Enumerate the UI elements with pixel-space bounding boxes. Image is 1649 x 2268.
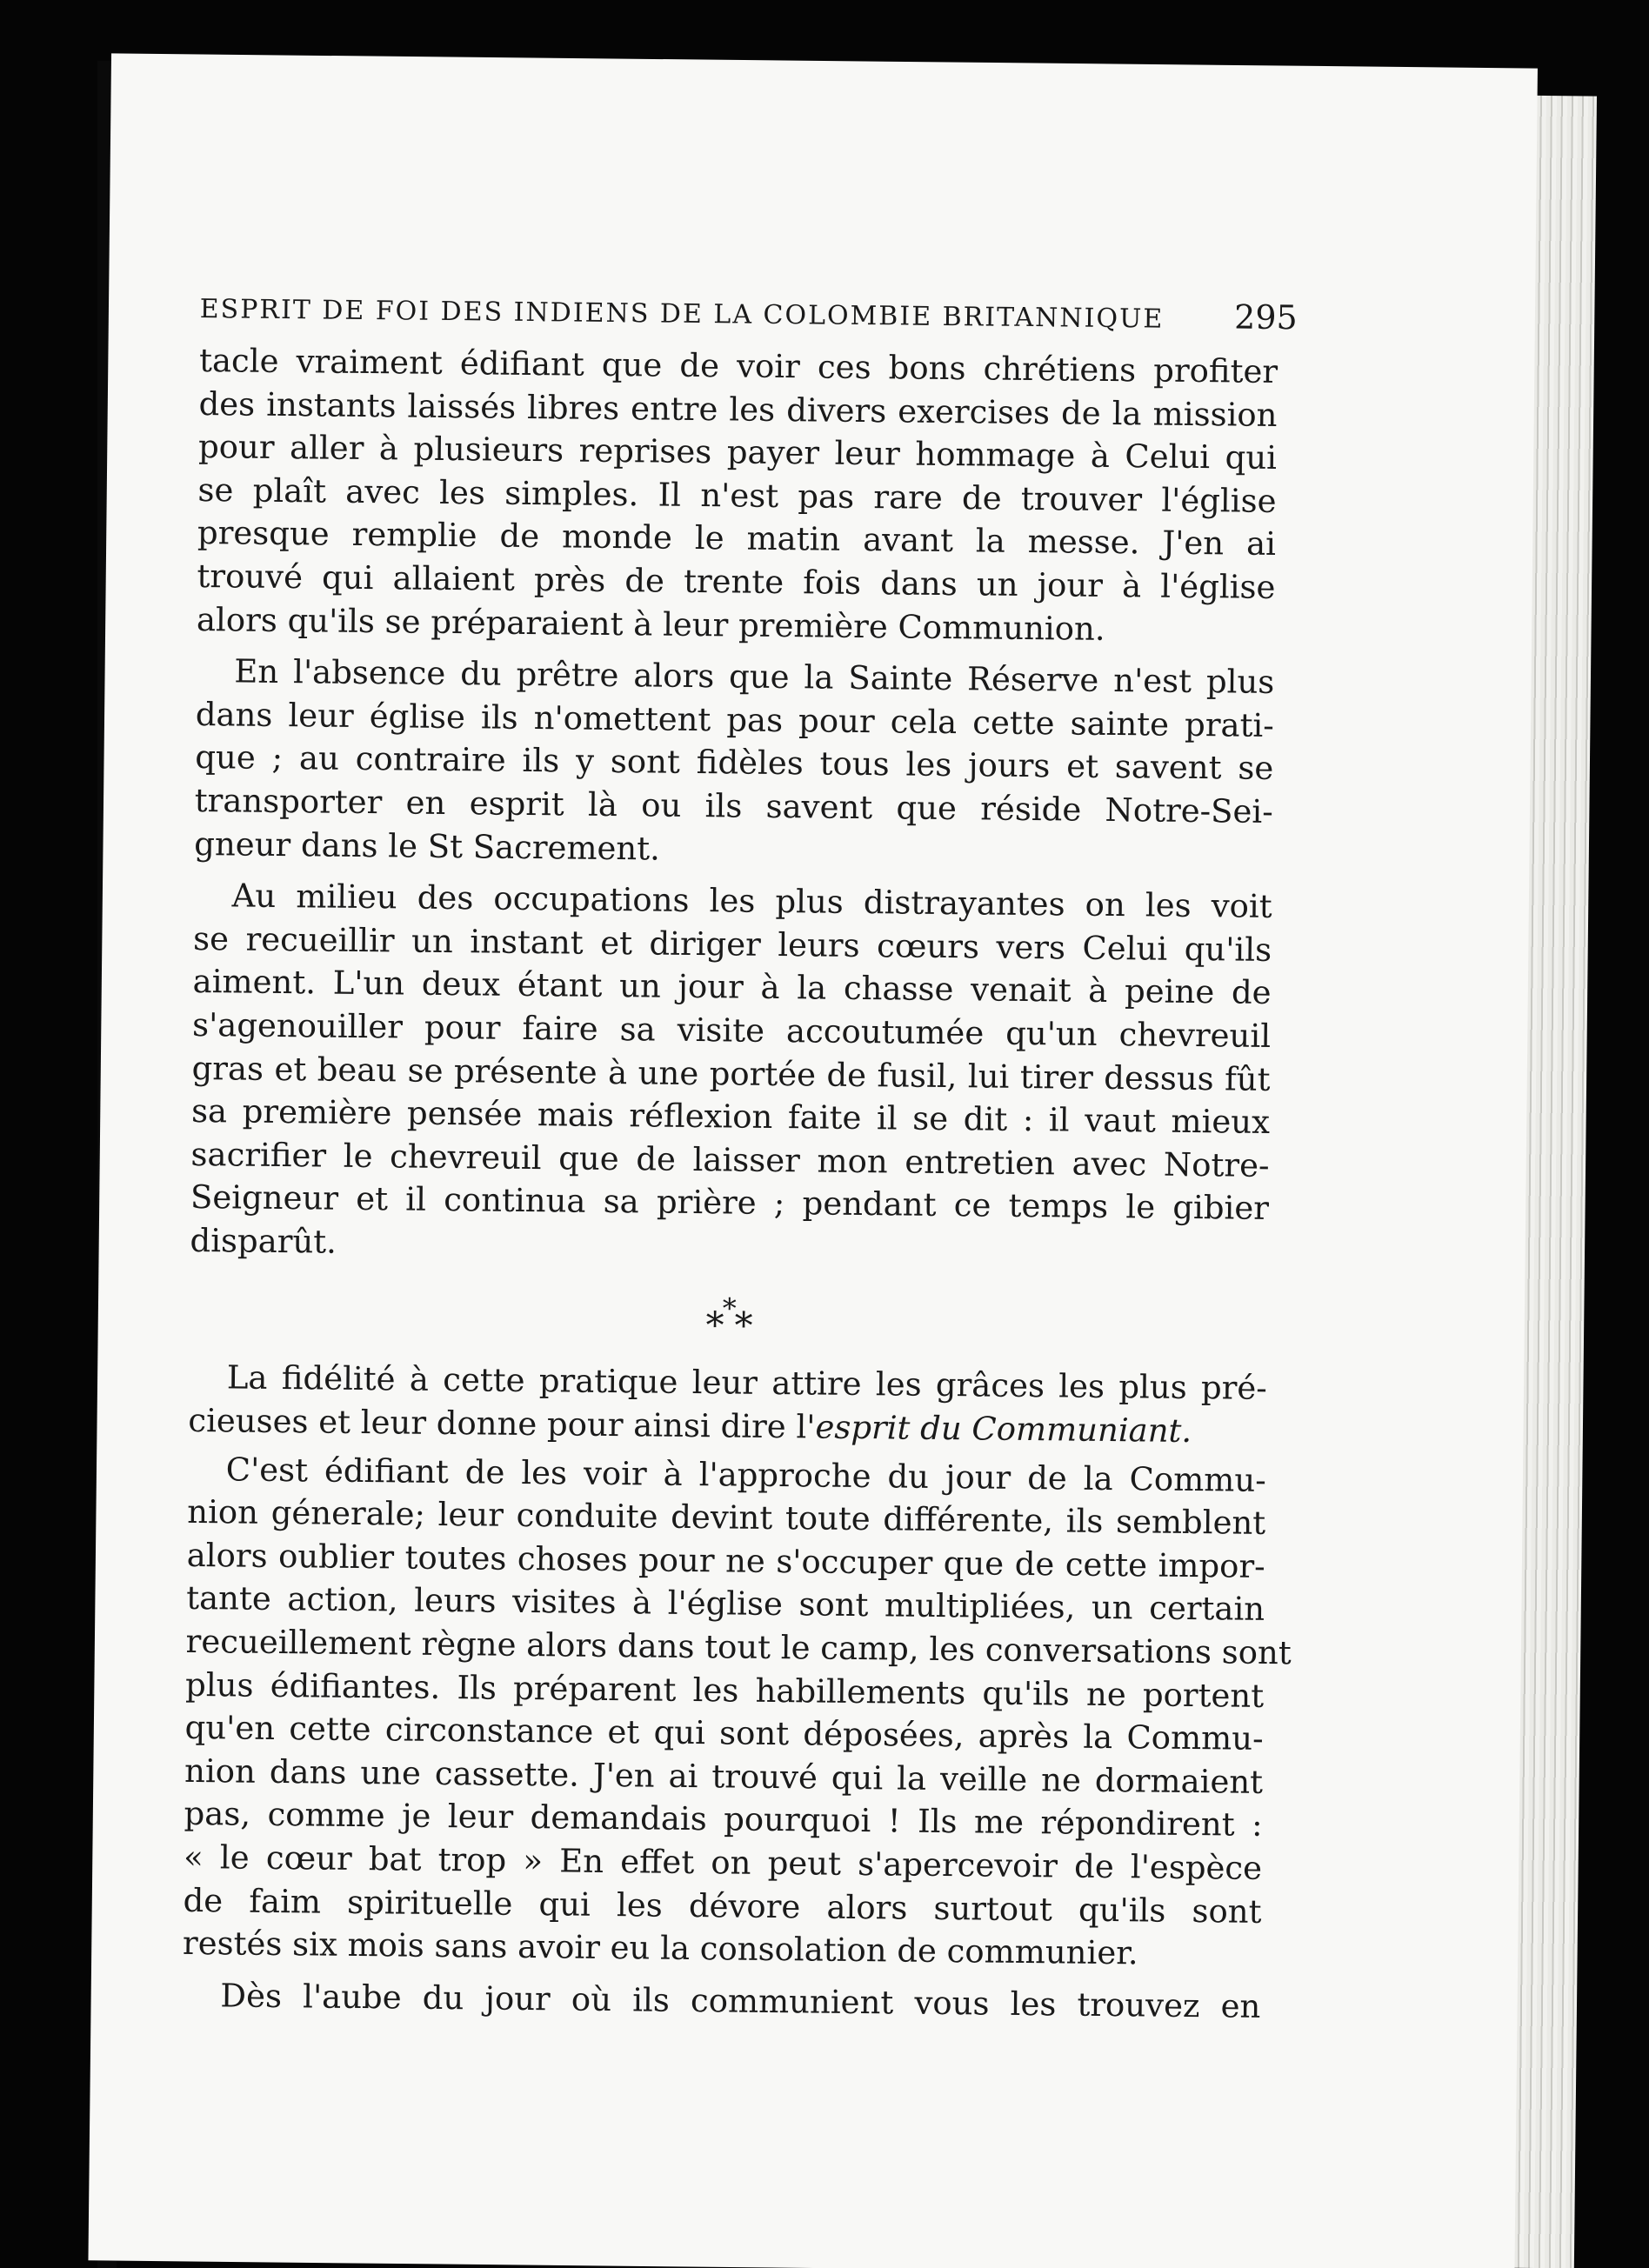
- text-line: de faim spirituelle qui les dévore alors surtout qu'ils sont: [183, 1881, 1262, 1931]
- text-line: nion dans une cassette. J'en ai trouvé qui la veille ne dormaient: [184, 1751, 1264, 1801]
- text-line: dans leur église ils n'omettent pas pour cela cette sainte prati-: [195, 695, 1275, 744]
- page-content: [182, 287, 1298, 2028]
- page-number: 295: [1233, 297, 1298, 337]
- text-line: nion génerale; leur conduite devint toute différente, ils semblent: [187, 1493, 1266, 1543]
- text-line: trouvé qui allaient près de trente fois dans un jour à l'église: [197, 557, 1276, 606]
- text-segment: cieuses et leur donne pour ainsi dire l': [188, 1401, 816, 1446]
- text-line: se plaît avec les simples. Il n'est pas rare de trouver l'église: [197, 470, 1277, 520]
- asterism-separator: [189, 1271, 1268, 1360]
- italic-phrase: esprit du Communiant.: [815, 1408, 1192, 1451]
- text-line: Dès l'aube du jour où ils communient vous les trouvez en: [220, 1977, 1261, 2025]
- text-line: des instants laissés libres entre les divers exercises de la mission: [198, 384, 1278, 434]
- text-line: tacle vraiment édifiant que de voir ces bons chrétiens profiter: [198, 341, 1278, 390]
- text-line: gneur dans le St Sacrement.: [194, 824, 661, 868]
- text-line: se recueillir un instant et diriger leurs cœurs vers Celui qu'ils: [192, 919, 1272, 969]
- text-line: plus édifiantes. Ils préparent les habillements qu'ils ne portent: [184, 1665, 1265, 1715]
- text-line: aiment. L'un deux étant un jour à la chasse venait à peine de: [192, 963, 1272, 1012]
- text-line: La fidélité à cette pratique leur attire les grâces les plus pré-: [226, 1358, 1268, 1408]
- text-line: s'agenouiller pour faire sa visite accoutumée qu'un chevreuil: [191, 1005, 1272, 1055]
- text-line: Au milieu des occupations les plus distrayantes on les voit: [231, 877, 1272, 926]
- text-line: recueillement règne alors dans tout le camp, les conversations sont: [185, 1622, 1292, 1672]
- text-line: presque remplie de monde le matin avant la messe. J'en ai: [197, 514, 1277, 564]
- text-line: qu'en cette circonstance et qui sont déposées, après la Commu-: [184, 1709, 1264, 1758]
- text-line: pas, comme je leur demandais pourquoi ! Ils me répondirent :: [184, 1795, 1263, 1844]
- text-line: que ; au contraire ils y sont fidèles tous les jours et savent se: [195, 738, 1274, 788]
- text-line: restés six mois sans avoir eu la consolation de communier.: [182, 1924, 1138, 1972]
- text-line: gras et beau se présente à une portée de fusil, lui tirer dessus fût: [191, 1049, 1271, 1098]
- text-line: C'est édifiant de les voir à l'approche du jour de la Commu-: [225, 1451, 1266, 1499]
- running-title: ESPRIT DE FOI DES INDIENS DE LA COLOMBIE BRITANNIQUE: [199, 293, 1165, 335]
- text-line: pour aller à plusieurs reprises payer leur hommage à Celui qui: [197, 428, 1278, 477]
- text-line: Seigneur et il continua sa prière ; pendant ce temps le gibier: [190, 1178, 1270, 1228]
- paragraph-3: [190, 874, 1272, 1273]
- asterism-star-top: *: [722, 1291, 735, 1325]
- text-line: « le cœur bat trop » En effet on peut s'apercevoir de l'espèce: [183, 1838, 1263, 1887]
- paragraph-4: [188, 1356, 1267, 1453]
- asterism-star-right: *: [734, 1304, 751, 1348]
- text-line: disparût.: [190, 1221, 337, 1261]
- text-line: sacrifier le chevreuil que de laisser mon entretien avec Notre-: [190, 1135, 1270, 1184]
- text-line: alors oublier toutes choses pour ne s'occuper que de cette impor-: [186, 1536, 1265, 1585]
- paragraph-5: [182, 1448, 1292, 1977]
- text-line: En l'absence du prêtre alors que la Sainte Réserve n'est plus: [234, 652, 1275, 702]
- paragraph-2: [194, 650, 1275, 877]
- text-line: transporter en esprit là ou ils savent que réside Notre-Sei-: [194, 781, 1273, 830]
- text-line: tante action, leurs visites à l'église sont multipliées, un certain: [185, 1579, 1265, 1629]
- text-line: sa première pensée mais réflexion faite il se dit : il vaut mieux: [190, 1092, 1271, 1142]
- paragraph-1: [197, 339, 1278, 652]
- asterism-star-left: *: [705, 1304, 723, 1347]
- text-line: alors qu'ils se préparaient à leur première Communion.: [196, 600, 1105, 648]
